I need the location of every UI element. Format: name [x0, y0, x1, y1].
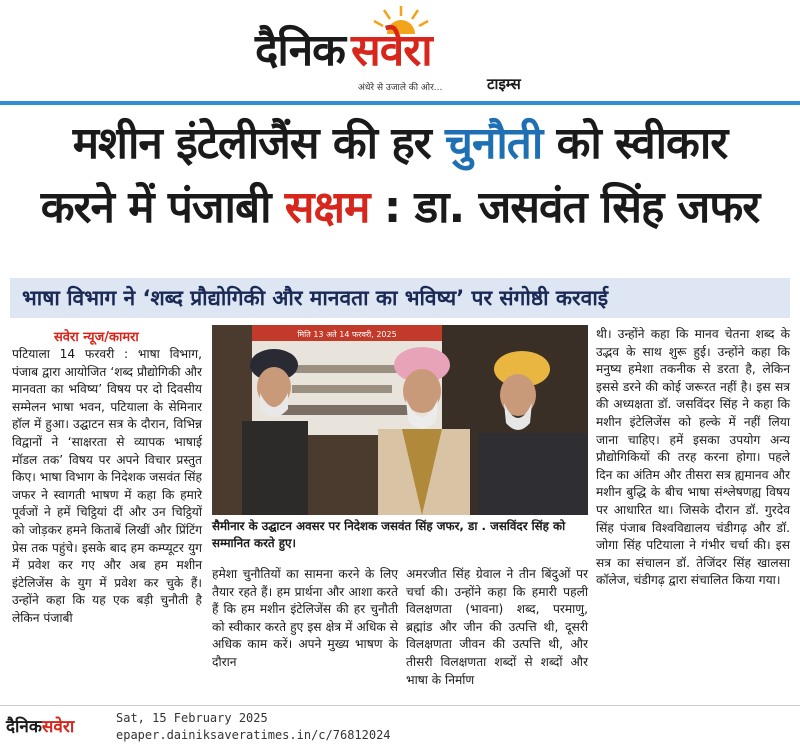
headline-text: को स्वीकार — [542, 118, 728, 169]
headline-text: करने में पंजाबी — [40, 182, 285, 233]
footer-date: Sat, 15 February 2025 — [116, 711, 268, 725]
newspaper-title[interactable] — [255, 18, 432, 78]
masthead-times: टाइम्स — [487, 75, 521, 93]
title-part-dainik: दैनिक — [255, 25, 345, 76]
masthead-tagline: अंधेरे से उजाले की ओर... — [358, 83, 443, 93]
masthead — [0, 0, 800, 98]
article-column-4 — [596, 326, 790, 590]
article-photo — [212, 325, 588, 515]
title-part-savera: सवेरा — [350, 25, 432, 76]
headline-highlight-red: सक्षम — [284, 182, 370, 233]
footer-logo-part-1: दैनिक — [6, 717, 42, 737]
footer — [0, 705, 800, 749]
headline-line-2 — [0, 176, 800, 240]
article-paragraph: अमरजीत सिंह ग्रेवाल ने तीन बिंदुओं पर चर्चा की। उन्होंने कहा कि हमारी पहली विलक्षणता (भावना) शब्द, परमाणु, ब्रह्मांड और जीन की उत्पत्ति थी, दूसरी विलक्षणता जीवन की उत्पत्ति थी, और तीसरी विलक्षणता शब्दों से शब्दों और भाषा के निर्माण — [406, 567, 588, 687]
article-paragraph: हमेशा चुनौतियों का सामना करने के लिए तैयार रहते हैं। हम प्रार्थना और आशा करते हैं कि हम मशीन इंटेलिजेंस की हर चुनौती को स्वीकार करते हुए इस क्षेत्र में अधिक से अधिक काम करें। अपने मुख्य भाषण के दौरान — [212, 567, 398, 669]
article-column-1 — [12, 346, 202, 628]
headline-text: : डा. जसवंत सिंह जफर — [369, 182, 760, 233]
subheadline: भाषा विभाग ने ‘शब्द प्रौद्योगिकी और मानवता का भविष्य’ पर संगोष्ठी करवाई — [22, 286, 609, 310]
photo-caption: सैमीनार के उद्घाटन अवसर पर निदेशक जसवंत सिंह जफर, डा . जसविंदर सिंह को सम्मानित करते हुए। — [212, 519, 566, 550]
article-paragraph: थी। उन्होंने कहा कि मानव चेतना शब्द के उद्भव के साथ शुरू हुई। उन्होंने कहा कि मनुष्य हमेशा तकनीक से डरता है, लेकिन इससे डरने की कोई जरूरत नहीं है। इस सत्र की अध्यक्षता डॉ. जसविंदर सिंह ने कहा कि मशीन इंटेलिजेंस को हल्के में नहीं लिया जाना चाहिए। हमें इसका उपयोग अन्य प्रौद्योगिकियों की तरह करना होगा। पहले दिन का अंतिम और तीसरा सत्र ह्यमानव और मशीन बुद्धि के बीच भाषा संश्लेषणह्य विषय पर आधारित था। जिसके दौरान डॉ. गुरदेव सिंह पंजाब विश्वविद्यालय चंडीगढ़ और डॉ. जोगा सिंह पटियाला ने गंभीर चर्चा की। इस सत्र का संचालन डॉ. तेजिंदर सिंह खालसा कॉलेज, चंडीगढ़ द्वारा संचालित किया गया। — [596, 327, 790, 588]
article-paragraph: पटियाला 14 फरवरी : भाषा विभाग, पंजाब द्वारा आयोजित ‘शब्द प्रौद्योगिकी और मानवता का भविष्य’ विषय पर दो दिवसीय सम्मेलन भाषा भवन, पटियाला के सेमिनार हॉल में हुआ। उद्घाटन सत्र के दौरान, विभिन्न विद्वानों ने ‘साक्षरता से व्यापक भाषाई मॉडल तक’ विषय पर अपने विचार प्रस्तुत किए। भाषा विभाग के निदेशक जसवंत सिंह जफर ने स्वागती भाषण में कहा कि हमारे पूर्वजों ने हमें चिट्ठियां दीं और उन चिट्ठियों को जोड़कर हमने किताबें लिखीं और प्रिंटिंग प्रेस तक पहुंचे। इसके बाद हम कम्प्यूटर युग में प्रवेश कर गए और अब हम मशीन इंटेलिजेंस के युग में प्रवेश कर चुके हैं। उन्होंने कहा कि यह एक बड़ी चुनौती है लेकिन पंजाबी — [12, 347, 202, 625]
headline — [0, 112, 800, 240]
headline-highlight-blue: चुनौती — [445, 118, 543, 169]
dateline: सवेरा न्यूज/कामरा — [54, 330, 139, 345]
article-column-2 — [212, 566, 398, 672]
article-column-3 — [406, 566, 588, 689]
subheadline-band — [10, 278, 790, 318]
footer-url-link[interactable]: epaper.dainiksaveratimes.in/c/76812024 — [116, 728, 391, 742]
masthead-rule — [0, 101, 800, 105]
footer-logo[interactable] — [6, 714, 74, 737]
banner-date-text: मिति 13 अते 14 फरवरी, 2025 — [297, 330, 397, 339]
headline-text: मशीन इंटेलीजैंस की हर — [72, 118, 446, 169]
footer-logo-part-2: सवेरा — [41, 717, 75, 737]
headline-line-1 — [0, 112, 800, 176]
